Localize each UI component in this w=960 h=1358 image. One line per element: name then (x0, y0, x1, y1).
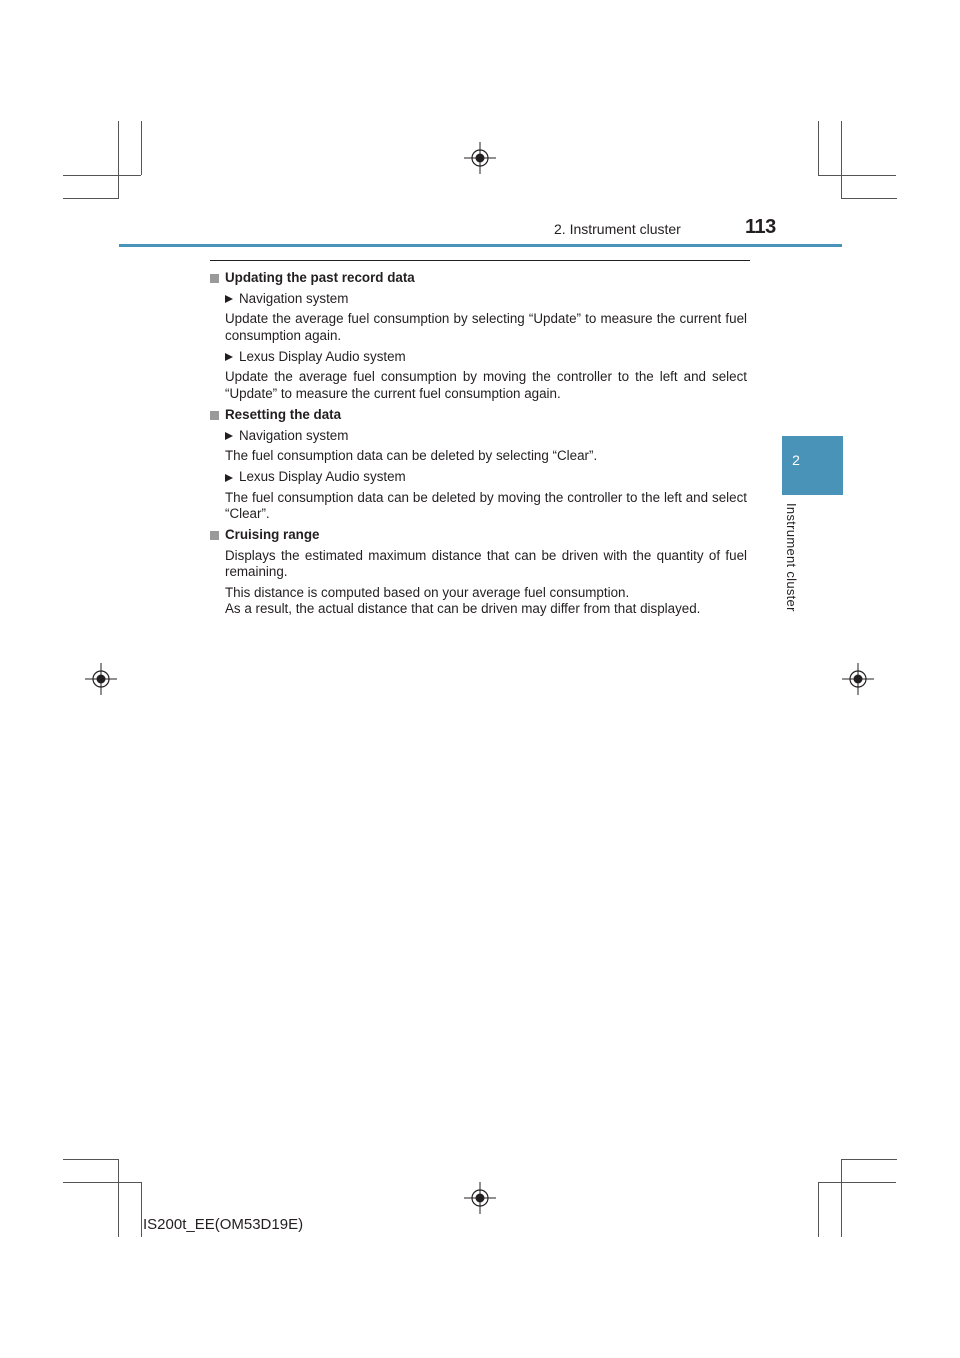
section-heading (210, 527, 747, 545)
registration-mark-icon (464, 142, 496, 174)
subheading (210, 348, 747, 366)
chapter-tab (782, 436, 843, 495)
registration-mark-icon (842, 663, 874, 695)
registration-mark-icon (464, 1182, 496, 1214)
paragraph: The fuel consumption data can be deleted by moving the controller to the left and select “Clear”. (225, 489, 747, 521)
crop-mark (841, 121, 842, 199)
document-code: IS200t_EE(OM53D19E) (143, 1216, 304, 1233)
crop-mark (818, 1182, 896, 1183)
crop-mark (841, 1159, 897, 1160)
subheading-text: Lexus Display Audio system (239, 469, 406, 485)
crop-mark (63, 198, 119, 199)
crop-mark (841, 198, 897, 199)
triangle-bullet-icon (225, 474, 233, 482)
crop-mark (63, 1159, 119, 1160)
subheading-text: Navigation system (239, 427, 349, 443)
crop-mark (118, 121, 119, 199)
header-rule (119, 244, 842, 247)
crop-mark (141, 121, 142, 175)
crop-mark (63, 1182, 141, 1183)
crop-mark (118, 1159, 119, 1237)
subheading (210, 290, 747, 308)
paragraph: As a result, the actual distance that can be driven may differ from that displayed. (225, 601, 701, 616)
crop-mark (841, 1159, 842, 1237)
content-rule (210, 260, 750, 261)
square-bullet-icon (210, 531, 219, 540)
crop-mark (141, 1182, 142, 1237)
chapter-tab-label: Instrument cluster (784, 503, 799, 612)
section-heading (210, 406, 747, 424)
registration-mark-icon (85, 663, 117, 695)
square-bullet-icon (210, 274, 219, 283)
triangle-bullet-icon (225, 432, 233, 440)
crop-mark (63, 175, 141, 176)
paragraph: Update the average fuel consumption by selecting “Update” to measure the current fuel consumption again. (225, 311, 747, 343)
triangle-bullet-icon (225, 353, 233, 361)
heading-text: Updating the past record data (225, 269, 415, 285)
crop-mark (818, 175, 896, 176)
section-heading (210, 269, 747, 287)
heading-text: Cruising range (225, 527, 320, 543)
paragraph: This distance is computed based on your average fuel consumption. (225, 584, 630, 600)
subheading (210, 427, 747, 445)
paragraph: The fuel consumption data can be deleted by selecting “Clear”. (225, 448, 598, 463)
section-title: 2. Instrument cluster (554, 221, 681, 237)
paragraph: Update the average fuel consumption by moving the controller to the left and select “Update” to measure the current fuel consumption again. (225, 369, 747, 401)
page-number: 113 (745, 216, 776, 238)
crop-mark (818, 121, 819, 175)
subheading (210, 469, 747, 487)
chapter-tab-number: 2 (792, 452, 800, 468)
square-bullet-icon (210, 411, 219, 420)
subheading-text: Navigation system (239, 290, 349, 306)
page-content (210, 269, 747, 618)
subheading-text: Lexus Display Audio system (239, 348, 406, 364)
heading-text: Resetting the data (225, 406, 342, 422)
triangle-bullet-icon (225, 295, 233, 303)
crop-mark (818, 1182, 819, 1237)
paragraph: Displays the estimated maximum distance that can be driven with the quantity of fuel remaining. (225, 547, 747, 579)
